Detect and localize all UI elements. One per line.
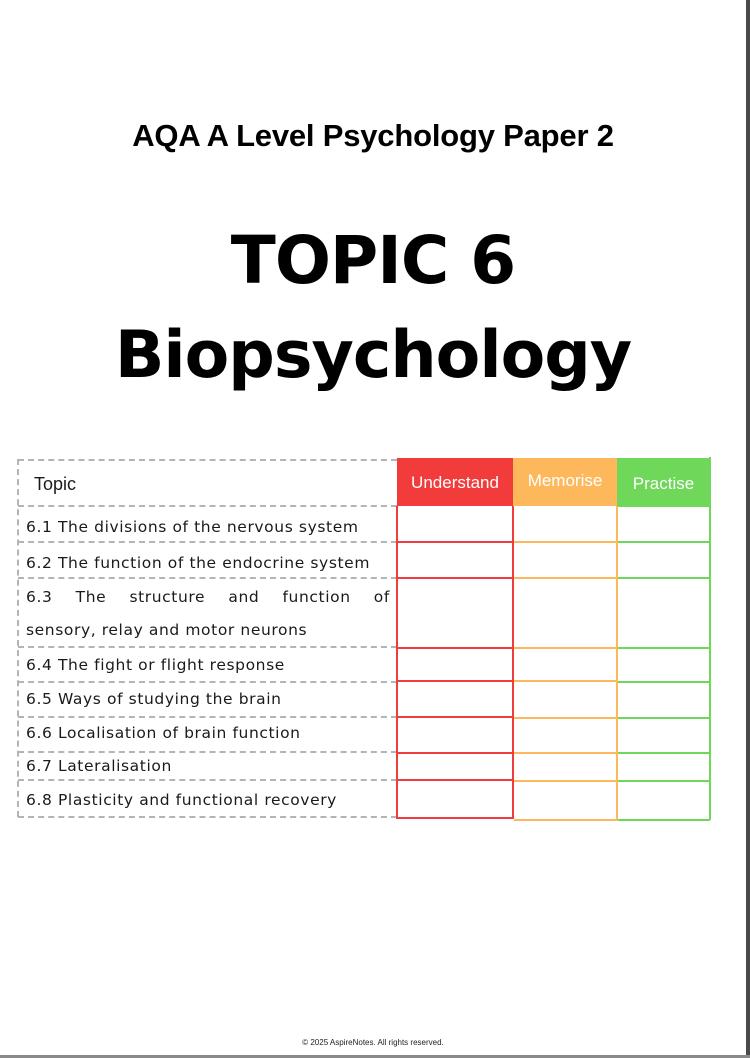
memorise-row-line xyxy=(514,752,617,754)
table-row xyxy=(18,577,397,646)
memorise-header xyxy=(513,458,617,506)
row-word: structure xyxy=(129,588,206,606)
topic-column-header xyxy=(18,459,397,505)
row-word: of xyxy=(373,588,390,606)
practise-row-line xyxy=(618,819,710,821)
topic-row-line-1 xyxy=(26,579,390,612)
understand-header-label: Understand xyxy=(411,473,499,492)
page-edge-right xyxy=(746,0,750,1058)
practise-right-line xyxy=(709,457,711,820)
table-row xyxy=(18,716,397,751)
paper-subtitle: AQA A Level Psychology Paper 2 xyxy=(132,118,614,153)
understand-header xyxy=(397,458,513,506)
topic-row-label: 6.1 The divisions of the nervous system xyxy=(26,518,359,536)
memorise-row-line xyxy=(514,819,617,821)
practise-row-line xyxy=(618,505,710,507)
understand-row-line xyxy=(397,647,513,649)
row-word: and xyxy=(228,588,260,606)
topic-row-label xyxy=(18,579,397,648)
memorise-row-line xyxy=(514,577,617,579)
understand-row-line xyxy=(397,577,513,579)
understand-left-line xyxy=(396,506,398,819)
understand-right-line xyxy=(512,506,514,819)
understand-row-line xyxy=(397,752,513,754)
memorise-row-line xyxy=(514,680,617,682)
topic-name-title: Biopsychology xyxy=(114,318,632,393)
memorise-row-line xyxy=(514,541,617,543)
understand-row-line xyxy=(397,817,513,819)
memorise-row-line xyxy=(514,780,617,782)
topic-header-label: Topic xyxy=(34,474,77,494)
copyright-footer: © 2025 AspireNotes. All rights reserved. xyxy=(302,1038,444,1047)
practise-row-line xyxy=(618,681,710,683)
practise-row-line xyxy=(618,577,710,579)
table-row xyxy=(18,541,397,577)
table-row xyxy=(18,681,397,716)
table-row xyxy=(18,779,397,816)
practise-row-line xyxy=(618,717,710,719)
practise-row-line xyxy=(618,752,710,754)
row-word: The xyxy=(75,588,107,606)
topic-row-label: 6.2 The function of the endocrine system xyxy=(26,554,371,572)
practise-row-line xyxy=(618,780,710,782)
practise-header xyxy=(617,458,710,506)
topic-row-line-2: sensory, relay and motor neurons xyxy=(26,621,308,639)
topic-row-label: 6.8 Plasticity and functional recovery xyxy=(26,791,337,809)
understand-row-line xyxy=(397,541,513,543)
practise-header-label: Practise xyxy=(632,474,695,493)
table-row xyxy=(18,505,397,541)
topic-row-label: 6.6 Localisation of brain function xyxy=(26,724,301,742)
practise-row-line xyxy=(618,541,710,543)
table-row xyxy=(18,751,397,779)
topic-row-label: 6.4 The fight or flight response xyxy=(26,656,285,674)
table-row xyxy=(18,646,397,681)
practise-row-line xyxy=(618,647,710,649)
topic-row-label: 6.7 Lateralisation xyxy=(26,757,172,775)
memorise-header-label: Memorise xyxy=(527,471,603,490)
memorise-row-line xyxy=(514,717,617,719)
understand-row-line xyxy=(397,716,513,718)
row-word: function xyxy=(282,588,351,606)
understand-row-line xyxy=(397,680,513,682)
row-word: 6.3 xyxy=(26,588,53,606)
topic-row-label: 6.5 Ways of studying the brain xyxy=(26,690,282,708)
memorise-right-line xyxy=(616,506,618,821)
understand-row-line xyxy=(397,779,513,781)
table-bottom-border xyxy=(18,816,397,818)
memorise-row-line xyxy=(514,647,617,649)
topic-number-title: TOPIC 6 xyxy=(230,222,516,299)
